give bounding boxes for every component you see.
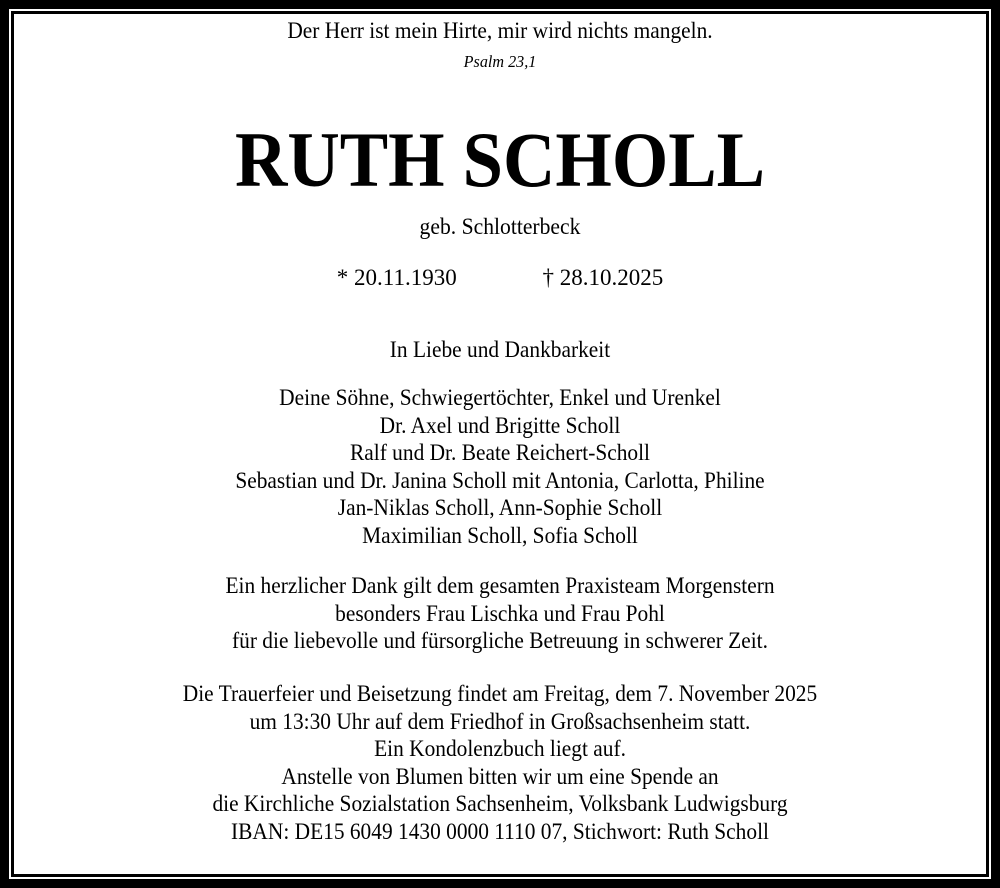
service-info [35,680,965,845]
deceased-name: RUTH SCHOLL [234,116,766,203]
service-line: IBAN: DE15 6049 1430 0000 1110 07, Stichwort: Ruth Scholl [231,818,769,844]
service-line: um 13:30 Uhr auf dem Friedhof in Großsachsenheim statt. [249,708,751,734]
thanks-section [35,572,965,655]
family-line: Jan-Niklas Scholl, Ann-Sophie Scholl [337,495,663,520]
thanks-line: besonders Frau Lischka und Frau Pohl [335,600,665,626]
birth-date: * 20.11.1930 [336,265,457,290]
family-line: Deine Söhne, Schwiegertöchter, Enkel und Urenkel [279,385,721,410]
thanks-line: für die liebevolle und fürsorgliche Betreuung in schwerer Zeit. [232,628,768,653]
bible-verse: Der Herr ist mein Hirte, mir wird nichts mangeln. [287,18,713,43]
service-line: Ein Kondolenzbuch liegt auf. [374,736,626,761]
family-line: Ralf und Dr. Beate Reichert-Scholl [350,440,650,465]
family-line: Dr. Axel und Brigitte Scholl [379,412,621,438]
birth-name: geb. Schlotterbeck [419,214,581,239]
service-line: Die Trauerfeier und Beisetzung findet am Freitag, dem 7. November 2025 [182,681,818,706]
family-line: Sebastian und Dr. Janina Scholl mit Antonia, Carlotta, Philine [235,467,765,493]
intro-phrase: In Liebe und Dankbarkeit [389,337,611,362]
death-date: † 28.10.2025 [542,265,664,290]
thanks-line: Ein herzlicher Dank gilt dem gesamten Praxisteam Morgenstern [225,573,775,598]
service-line: Anstelle von Blumen bitten wir um eine Spende an [281,763,719,789]
life-dates [0,265,1000,291]
family-list [35,384,965,549]
family-line: Maximilian Scholl, Sofia Scholl [362,522,638,548]
service-line: die Kirchliche Sozialstation Sachsenheim, Volksbank Ludwigsburg [212,791,788,816]
verse-reference: Psalm 23,1 [463,52,537,71]
